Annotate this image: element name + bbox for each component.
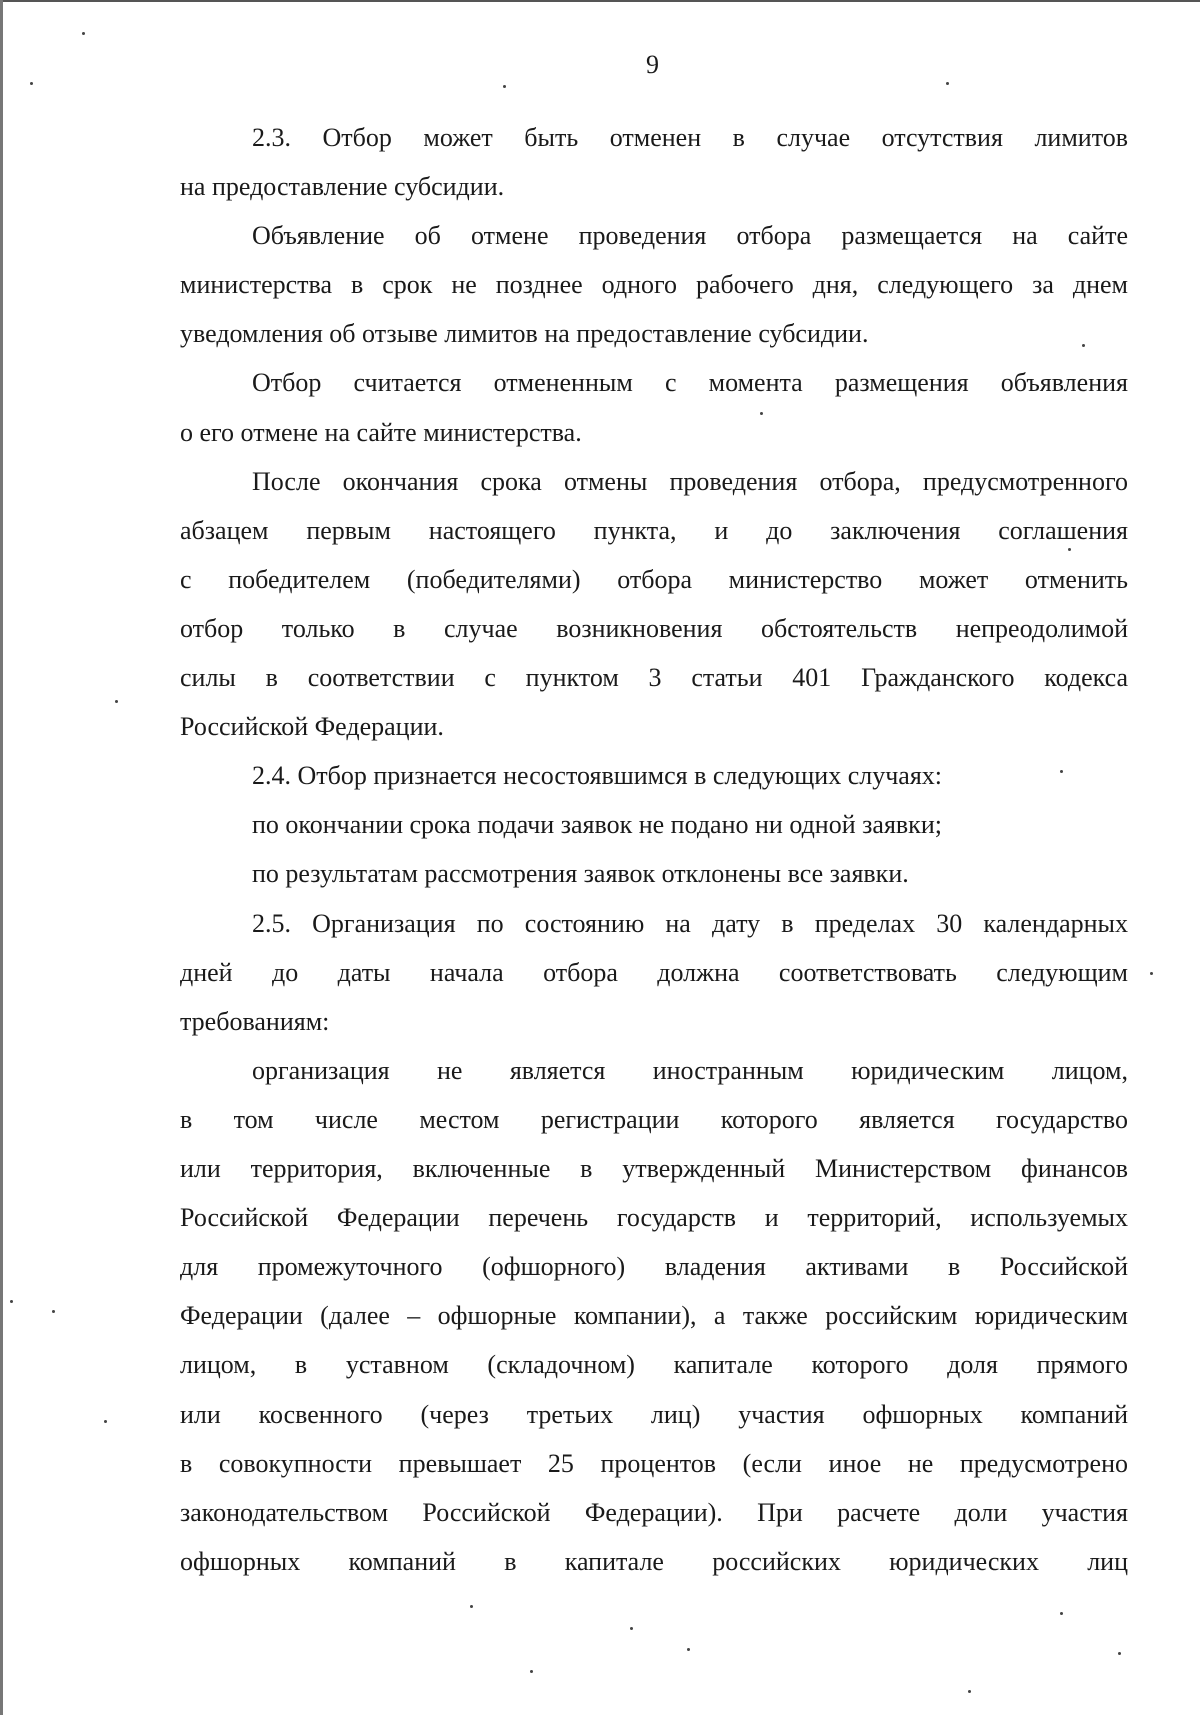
scan-speck <box>1150 972 1153 975</box>
scan-speck <box>687 1648 690 1651</box>
text-line: на предоставление субсидии. <box>180 172 505 201</box>
scan-left-edge <box>0 0 3 1715</box>
text-line: по окончании срока подачи заявок не подано ни одной заявки; <box>252 810 942 839</box>
text-line: отбор только в случае возникновения обстоятельств непреодолимой <box>180 614 1128 643</box>
text-line: 2.3. Отбор может быть отменен в случае отсутствия лимитов <box>252 123 1128 152</box>
scan-speck <box>630 1627 633 1630</box>
text-line: Российской Федерации. <box>180 712 444 741</box>
text-line: по результатам рассмотрения заявок отклонены все заявки. <box>252 859 909 888</box>
scan-speck <box>1068 548 1071 551</box>
text-line: Российской Федерации перечень государств и территорий, используемых <box>180 1203 1128 1232</box>
text-line: уведомления об отзыве лимитов на предоставление субсидии. <box>180 319 869 348</box>
scan-speck <box>470 1605 473 1608</box>
text-line: Федерации (далее – офшорные компании), а также российским юридическим <box>180 1301 1128 1330</box>
page-number: 9 <box>646 50 659 79</box>
scan-speck <box>1082 344 1085 347</box>
text-line: офшорных компаний в капитале российских юридических лиц <box>180 1547 1128 1576</box>
text-line: в том числе местом регистрации которого является государство <box>180 1105 1128 1134</box>
text-line: о его отмене на сайте министерства. <box>180 418 582 447</box>
text-line: или косвенного (через третьих лиц) участия офшорных компаний <box>180 1400 1128 1429</box>
text-line: Отбор считается отмененным с момента размещения объявления <box>252 368 1128 397</box>
text-line: министерства в срок не позднее одного рабочего дня, следующего за днем <box>180 270 1128 299</box>
scan-speck <box>503 85 506 88</box>
text-line: требованиям: <box>180 1007 330 1036</box>
scan-speck <box>82 32 85 35</box>
text-line: или территория, включенные в утвержденный Министерством финансов <box>180 1154 1128 1183</box>
scan-speck <box>946 82 949 85</box>
text-line: После окончания срока отмены проведения отбора, предусмотренного <box>252 467 1128 496</box>
text-line: дней до даты начала отбора должна соответствовать следующим <box>180 958 1128 987</box>
scan-top-edge <box>0 0 1200 2</box>
scan-speck <box>104 1420 107 1423</box>
text-line: Объявление об отмене проведения отбора размещается на сайте <box>252 221 1128 250</box>
text-line: законодательством Российской Федерации). При расчете доли участия <box>180 1498 1128 1527</box>
scan-speck <box>52 1310 55 1313</box>
scan-speck <box>1060 770 1063 773</box>
text-line: силы в соответствии с пунктом 3 статьи 401 Гражданского кодекса <box>180 663 1128 692</box>
text-line: организация не является иностранным юридическим лицом, <box>252 1056 1128 1085</box>
text-line: абзацем первым настоящего пункта, и до заключения соглашения <box>180 516 1128 545</box>
scan-speck <box>1060 1612 1063 1615</box>
scan-speck <box>30 82 33 85</box>
scan-speck <box>10 1300 13 1303</box>
scan-speck <box>115 700 118 703</box>
scan-speck <box>530 1670 533 1673</box>
scan-speck <box>968 1690 971 1693</box>
text-line: в совокупности превышает 25 процентов (если иное не предусмотрено <box>180 1449 1128 1478</box>
text-line: с победителем (победителями) отбора министерство может отменить <box>180 565 1128 594</box>
text-line: лицом, в уставном (складочном) капитале которого доля прямого <box>180 1350 1128 1379</box>
text-line: 2.5. Организация по состоянию на дату в пределах 30 календарных <box>252 909 1128 938</box>
scan-speck <box>760 412 763 415</box>
text-line: для промежуточного (офшорного) владения активами в Российской <box>180 1252 1128 1281</box>
scan-speck <box>1118 1652 1121 1655</box>
text-line: 2.4. Отбор признается несостоявшимся в следующих случаях: <box>252 761 943 790</box>
